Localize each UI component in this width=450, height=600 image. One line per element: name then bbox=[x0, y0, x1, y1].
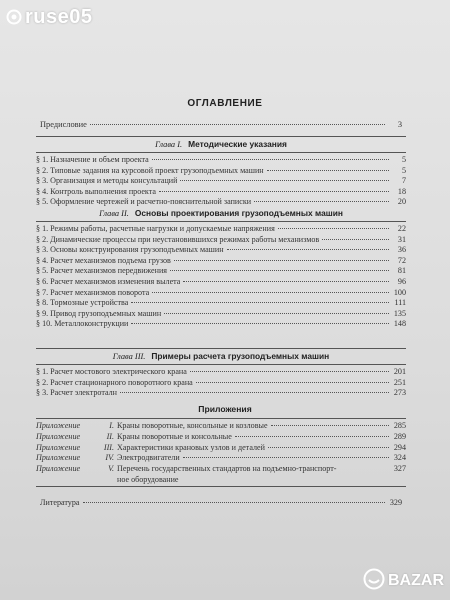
appendix-label: Приложение bbox=[36, 442, 81, 452]
leader-dots bbox=[120, 392, 389, 393]
appendix-number: II. bbox=[106, 431, 114, 441]
toc-entry[interactable] bbox=[36, 235, 406, 246]
entry-text: § 8. Тормозные устройства bbox=[36, 298, 129, 308]
appendix-entry-continuation: ное оборудование bbox=[117, 474, 179, 484]
toc-entry[interactable] bbox=[36, 166, 406, 177]
toc-entry[interactable] bbox=[36, 298, 406, 309]
leader-dots bbox=[278, 228, 389, 229]
entry-page: 7 bbox=[401, 176, 406, 186]
entry-text: § 9. Привод грузоподъемных машин bbox=[36, 308, 162, 318]
toc-entry[interactable] bbox=[36, 378, 406, 389]
leader-dots bbox=[131, 302, 389, 303]
leader-dots bbox=[152, 159, 389, 160]
literature-page: 329 bbox=[389, 498, 402, 507]
chapter-number: Глава II. bbox=[99, 209, 129, 218]
entry-text: § 4. Расчет механизмов подъема грузов bbox=[36, 255, 171, 265]
entry-page: 111 bbox=[394, 298, 406, 308]
toc-entry[interactable] bbox=[36, 245, 406, 256]
toc-entry[interactable] bbox=[36, 266, 406, 277]
site-watermark bbox=[6, 6, 93, 29]
entry-text: § 5. Оформление чертежей и расчетно-пояснительной записки bbox=[36, 197, 252, 207]
leader-dots bbox=[196, 382, 389, 383]
appendix-label: Приложение bbox=[36, 464, 81, 474]
leader-dots bbox=[227, 249, 389, 250]
toc-literature[interactable] bbox=[40, 498, 402, 507]
bazaar-logo-icon bbox=[363, 568, 385, 590]
leader-dots bbox=[180, 180, 389, 181]
chapter-heading bbox=[36, 351, 406, 361]
entry-page: 96 bbox=[397, 276, 406, 286]
appendix-heading: Приложения bbox=[198, 404, 252, 414]
literature-label: Литература bbox=[40, 498, 80, 507]
divider bbox=[36, 364, 406, 365]
entry-page: 100 bbox=[393, 287, 406, 297]
divider bbox=[36, 152, 406, 153]
entry-page: 273 bbox=[393, 388, 406, 398]
leader-dots bbox=[235, 436, 389, 437]
entry-text: § 2. Динамические процессы при неустановившихся режимах работы механизмов bbox=[36, 234, 320, 244]
appendix-number: IV. bbox=[105, 453, 114, 463]
entry-page: 81 bbox=[397, 266, 406, 276]
appendix-label: Приложение bbox=[36, 421, 81, 430]
chapter-2 bbox=[36, 208, 406, 330]
appendix-entry[interactable] bbox=[36, 421, 406, 432]
leader-dots bbox=[267, 170, 389, 171]
entry-text: Краны поворотные, консольные и козловые bbox=[117, 421, 268, 430]
leader-dots bbox=[152, 292, 389, 293]
appendix-entry[interactable] bbox=[36, 464, 406, 475]
entry-page: 285 bbox=[393, 421, 406, 430]
toc-entry[interactable] bbox=[36, 277, 406, 288]
leader-dots bbox=[170, 270, 389, 271]
appendix-label: Приложение bbox=[36, 431, 81, 441]
leader-dots bbox=[271, 425, 389, 426]
entry-page: 31 bbox=[397, 234, 406, 244]
chapter-name: Основы проектирования грузоподъемных машин bbox=[134, 208, 343, 218]
appendix-entry[interactable] bbox=[36, 443, 406, 454]
entry-page: 294 bbox=[393, 442, 406, 452]
entry-text: § 6. Расчет механизмов изменения вылета bbox=[36, 276, 181, 286]
toc-title: ОГЛАВЛЕНИЕ bbox=[187, 98, 263, 109]
entry-page: 5 bbox=[401, 155, 406, 164]
leader-dots bbox=[90, 124, 385, 125]
entry-page: 22 bbox=[397, 224, 406, 233]
leader-dots bbox=[183, 281, 389, 282]
chapter-name: Примеры расчета грузоподъемных машин bbox=[151, 351, 330, 361]
entry-page: 72 bbox=[397, 255, 406, 265]
chapter-number: Глава I. bbox=[155, 140, 183, 149]
toc-entry[interactable] bbox=[36, 319, 406, 330]
entry-page: 289 bbox=[393, 431, 406, 441]
entry-text: § 3. Расчет электроталн bbox=[36, 388, 117, 398]
toc-entry[interactable] bbox=[36, 187, 406, 198]
entry-page: 36 bbox=[397, 245, 406, 255]
toc-entry[interactable] bbox=[36, 197, 406, 208]
entry-text: § 4. Контроль выполнения проекта bbox=[36, 186, 156, 196]
entry-text: § 7. Расчет механизмов поворота bbox=[36, 287, 150, 297]
divider bbox=[36, 136, 406, 137]
entry-page: 201 bbox=[393, 367, 406, 376]
toc-preface[interactable] bbox=[40, 120, 402, 129]
entry-page: 327 bbox=[393, 464, 406, 474]
chapter-3 bbox=[36, 348, 406, 399]
entry-text: § 1. Назначение и объем проекта bbox=[36, 155, 149, 164]
entry-text: Электродвигатели bbox=[117, 453, 180, 463]
divider bbox=[36, 348, 406, 349]
leader-dots bbox=[131, 323, 389, 324]
entry-page: 324 bbox=[393, 453, 406, 463]
entry-page: 20 bbox=[397, 197, 406, 207]
entry-text: Краны поворотные и консольные bbox=[117, 431, 232, 441]
appendix-entry[interactable] bbox=[36, 432, 406, 443]
leader-dots bbox=[83, 502, 386, 503]
leader-dots bbox=[183, 457, 389, 458]
chapter-number: Глава III. bbox=[112, 352, 146, 361]
leader-dots bbox=[254, 201, 389, 202]
entry-page: 135 bbox=[393, 308, 406, 318]
appendix-label: Приложение bbox=[36, 453, 81, 463]
logo-text: BAZAR bbox=[388, 572, 444, 589]
toc-entry[interactable] bbox=[36, 256, 406, 267]
leader-dots bbox=[322, 239, 389, 240]
leader-dots bbox=[268, 447, 389, 448]
toc-entry[interactable] bbox=[36, 288, 406, 299]
leader-dots bbox=[190, 371, 389, 372]
divider bbox=[36, 486, 406, 487]
entry-page: 148 bbox=[393, 319, 406, 329]
circle-logo-icon bbox=[6, 9, 22, 25]
toc-entry[interactable] bbox=[36, 224, 406, 235]
entry-text: § 3. Основы конструирования грузоподъемных машин bbox=[36, 245, 224, 255]
entry-text: § 5. Расчет механизмов передвижения bbox=[36, 266, 168, 276]
appendix-number: I. bbox=[109, 421, 114, 430]
appendix-number: V. bbox=[108, 464, 114, 474]
chapter-name: Методические указания bbox=[188, 139, 287, 149]
entry-page: 5 bbox=[401, 165, 406, 175]
leader-dots bbox=[159, 191, 389, 192]
entry-text: Характеристики крановых узлов и деталей bbox=[117, 442, 265, 452]
entry-text: § 2. Типовые задания на курсовой проект грузоподъемных машин bbox=[36, 165, 264, 175]
divider bbox=[36, 221, 406, 222]
entry-text: Перечень государственных стандартов на подъемно-транспорт- bbox=[117, 464, 337, 474]
chapter-heading bbox=[36, 208, 406, 218]
entry-text: § 2. Расчет стационарного поворотного крана bbox=[36, 377, 193, 387]
entry-text: § 1. Расчет мостового электрического крана bbox=[36, 367, 187, 376]
site-logo bbox=[363, 568, 444, 590]
entry-text: § 10. Металлоконструкции bbox=[36, 319, 129, 329]
leader-dots bbox=[164, 313, 389, 314]
entry-text: § 3. Организация и методы консультаций bbox=[36, 176, 178, 186]
chapter-heading bbox=[36, 139, 406, 149]
appendix-number: III. bbox=[103, 442, 114, 452]
toc-entry[interactable] bbox=[36, 176, 406, 187]
chapter-1 bbox=[36, 136, 406, 208]
preface-page: 3 bbox=[397, 120, 402, 129]
leader-dots bbox=[174, 260, 389, 261]
toc-entry[interactable] bbox=[36, 367, 406, 378]
entry-page: 251 bbox=[393, 377, 406, 387]
toc-entry[interactable] bbox=[36, 388, 406, 399]
preface-label: Предисловие bbox=[40, 120, 87, 129]
entry-text: § 1. Режимы работы, расчетные нагрузки и допускаемые напряжения bbox=[36, 224, 275, 233]
entry-page: 18 bbox=[397, 186, 406, 196]
toc-entry[interactable] bbox=[36, 155, 406, 166]
divider bbox=[36, 418, 406, 419]
appendix-list bbox=[36, 418, 406, 489]
watermark-text: ruse05 bbox=[25, 6, 93, 28]
toc-entry[interactable] bbox=[36, 309, 406, 320]
appendix-entry[interactable] bbox=[36, 453, 406, 464]
